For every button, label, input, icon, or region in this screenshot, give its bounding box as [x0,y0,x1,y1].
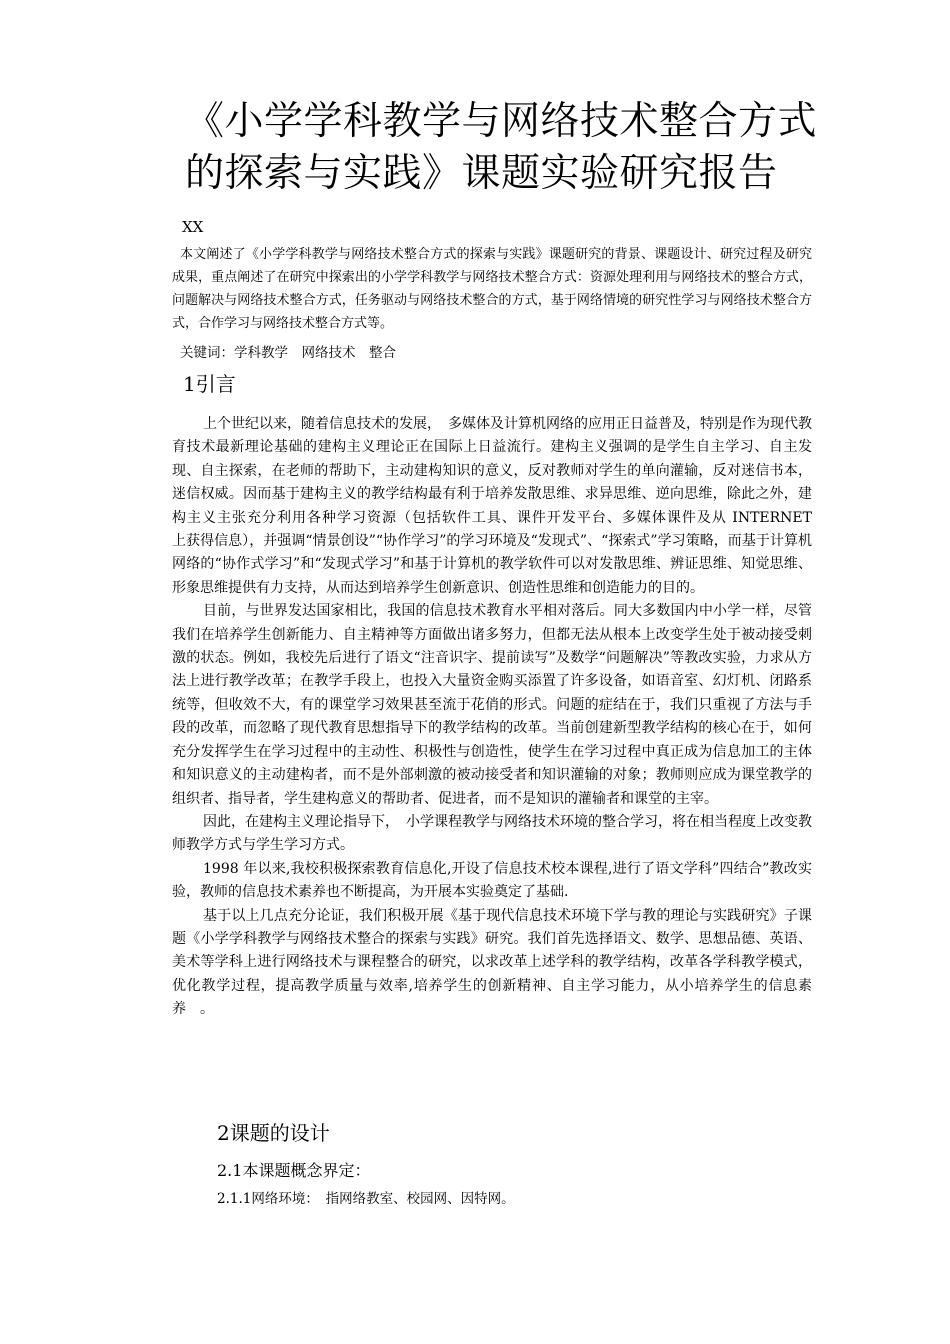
body-paragraph: 因此，在建构主义理论指导下， 小学课程教学与网络技术环境的整合学习，将在相当程度上改变教师教学方式与学生学习方式。 [172,813,812,854]
body-paragraph: 1998 年以来,我校积极探索教育信息化,开设了信息技术校本课程,进行了语文学科”四结合”教改实验，教师的信息技术素养也不断提高，为开展本实验奠定了基础. [172,860,812,901]
subsubsection-network-environment: 2.1.1网络环境： 指网络教室、校园网、因特网。 [217,1191,515,1207]
body-paragraph: 目前，与世界发达国家相比，我国的信息技术教育水平相对落后。同大多数国内中小学一样，尽管我们在培养学生创新能力、自主精神等方面做出诸多努力，但都无法从根本上改变学生处于被动接受刺激的状态。例如，我校先后进行了语文“注音识字、提前读写”及数学“问题解决”等教改实验，力求从方法上进行教学改革；在教学手段上，也投入大量资金购买添置了许多设备，如语音室、幻灯机、闭路系统等，但收效不大，有的课堂学习效果甚至流于花俏的形式。问题的症结在于，我们只重视了方法与手段的改革，而忽略了现代教育思想指导下的教学结构的改革。当前创建新型教学结构的核心在于，如何充分发挥学生在学习过程中的主动性、积极性与创造性，使学生在学习过程中真正成为信息加工的主体和知识意义的主动建构者，而不是外部刺激的被动接受者和知识灌输的对象；教师则应成为课堂教学的组织者、指导者，学生建构意义的帮助者、促进者，而不是知识的灌输者和课堂的主宰。 [172,603,812,807]
section-heading-introduction: 1引言 [183,372,236,396]
introduction-body [172,413,840,1022]
document-title: 《小学学科教学与网络技术整合方式的探索与实践》课题实验研究报告 [185,99,818,196]
subsection-heading-concept: 2.1本课题概念界定： [217,1161,371,1180]
body-paragraph: 上个世纪以来，随着信息技术的发展， 多媒体及计算机网络的应用正日益普及，特别是作为现代教育技术最新理论基础的建构主义理论正在国际上日益流行。建构主义强调的是学生自主学习、自主发现、自主探索，在老师的帮助下，主动建构知识的意义，反对教师对学生的单向灌输，反对迷信书本，迷信权威。因而基于建构主义的教学结构最有利于培养发散思维、求异思维、逆向思维，除此之外，建构主义主张充分利用各种学习资源（包括软件工具、课件开发平台、多媒体课件及从 INTERNET 上获得信息），并强调“情景创设”“协作学习”的学习环境及“发现式”、“探索式”学习策略，而基于计算机网络的“协作式学习”和“发现式学习”和基于计算机的教学软件可以对发散思维、辨证思维、知觉思维、形象思维提供有力支持，从而达到培养学生创新意识、创造性思维和创造能力的目的。 [172,416,840,596]
body-paragraph: 基于以上几点充分论证，我们积极开展《基于现代信息技术环境下学与教的理论与实践研究》子课题《小学学科教学与网络技术整合的探索与实践》研究。我们首先选择语文、数学、思想品德、英语、美术等学科上进行网络技术与课程整合的研究，以求改革上述学科的教学结构，改革各学科教学模式，优化教学过程，提高教学质量与效率,培养学生的创新精神、自主学习能力，从小培养学生的信息素养 。 [172,907,812,1018]
keywords-line: 关键词：学科教学 网络技术 整合 [180,345,396,361]
section-heading-design: 2课题的设计 [217,1121,330,1145]
author-name: XX [182,218,204,236]
abstract-paragraph: 本文阐述了《小学学科教学与网络技术整合方式的探索与实践》课题研究的背景、课题设计、研究过程及研究成果，重点阐述了在研究中探索出的小学学科教学与网络技术整合方式：资源处理利用与网络技术的整合方式，问题解决与网络技术整合方式，任务驱动与网络技术整合的方式，基于网络情境的研究性学习与网络技术整合方式，合作学习与网络技术整合方式等。 [172,247,812,331]
